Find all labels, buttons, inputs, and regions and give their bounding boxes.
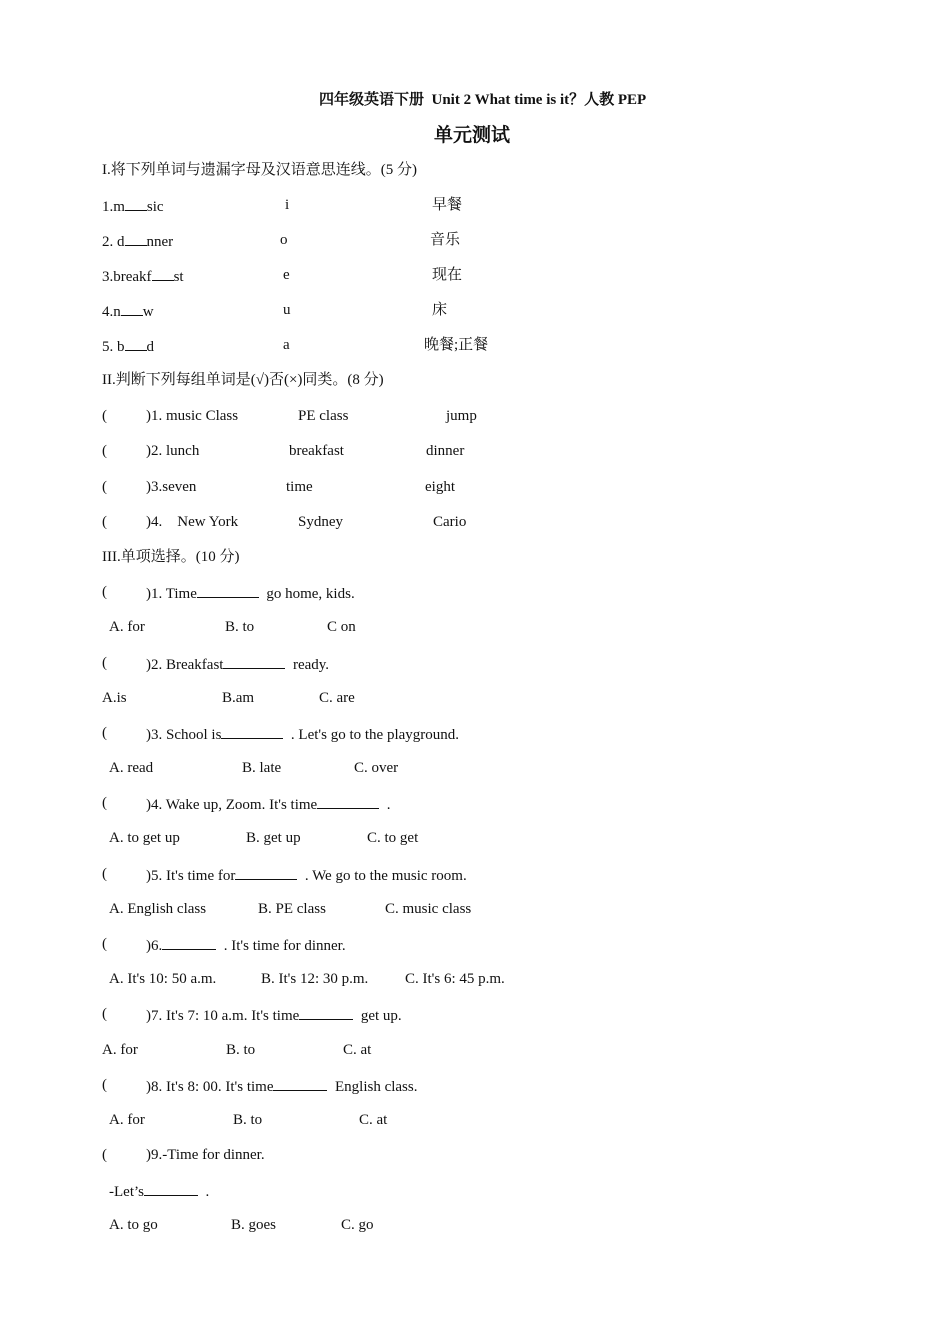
- option-c[interactable]: C. go: [341, 1217, 374, 1233]
- match-word: 5. b d: [102, 336, 154, 356]
- match-meaning: 早餐: [432, 197, 463, 213]
- question-paren[interactable]: (: [102, 1077, 107, 1093]
- question-paren[interactable]: (: [102, 936, 107, 952]
- option-a[interactable]: A. to go: [109, 1217, 158, 1233]
- option-b[interactable]: B. get up: [246, 830, 301, 846]
- judge-paren[interactable]: (: [102, 514, 107, 530]
- match-word: 4.n w: [102, 301, 154, 321]
- option-c[interactable]: C. at: [359, 1112, 388, 1128]
- section-1-heading: I.将下列单词与遗漏字母及汉语意思连线。(5 分): [102, 162, 417, 178]
- option-b[interactable]: B.am: [222, 690, 255, 706]
- question-paren[interactable]: (: [102, 795, 107, 811]
- option-c[interactable]: C. over: [354, 760, 399, 776]
- question-text: )5. It's time for . We go to the music room.: [146, 865, 467, 885]
- option-a[interactable]: A. It's 10: 50 a.m.: [109, 971, 217, 987]
- match-word: 2. d nner: [102, 231, 173, 251]
- section-3-heading: III.单项选择。(10 分): [102, 549, 240, 565]
- option-a[interactable]: A. for: [109, 1112, 145, 1128]
- judge-item: )2. lunch: [146, 443, 200, 459]
- question-paren[interactable]: (: [102, 1006, 107, 1022]
- match-letter: u: [283, 302, 291, 318]
- option-b[interactable]: B. to: [226, 1042, 256, 1058]
- judge-word-3: Cario: [433, 514, 467, 530]
- judge-item: )3.seven: [146, 479, 197, 495]
- judge-word-2: PE class: [298, 408, 349, 424]
- option-b[interactable]: B. to: [233, 1112, 263, 1128]
- match-meaning: 床: [432, 302, 448, 318]
- option-c[interactable]: C. It's 6: 45 p.m.: [405, 971, 505, 987]
- page-title: 四年级英语下册 Unit 2 What time is it？人教 PEP: [319, 92, 647, 108]
- judge-item: )4. New York: [146, 514, 239, 530]
- question-text: )3. School is . Let's go to the playground.: [146, 724, 459, 744]
- question-text-line-2: -Let’s .: [109, 1181, 209, 1201]
- judge-word-2: breakfast: [289, 443, 344, 459]
- match-word: 1.m sic: [102, 196, 164, 216]
- option-b[interactable]: B. It's 12: 30 p.m.: [261, 971, 369, 987]
- match-letter: e: [283, 267, 290, 283]
- question-text: )2. Breakfast ready.: [146, 654, 329, 674]
- option-c[interactable]: C. music class: [385, 901, 472, 917]
- question-text: )9.-Time for dinner.: [146, 1147, 265, 1163]
- option-a[interactable]: A. English class: [109, 901, 207, 917]
- question-paren[interactable]: (: [102, 866, 107, 882]
- option-a[interactable]: A.is: [102, 690, 127, 706]
- question-text: )8. It's 8: 00. It's time English class.: [146, 1076, 417, 1096]
- match-word: 3.breakf st: [102, 266, 184, 286]
- judge-paren[interactable]: (: [102, 443, 107, 459]
- page-subtitle: 单元测试: [434, 124, 511, 146]
- match-letter: i: [285, 197, 290, 213]
- question-text: )1. Time go home, kids.: [146, 583, 355, 603]
- option-c[interactable]: C. at: [343, 1042, 372, 1058]
- match-letter: a: [283, 337, 290, 353]
- judge-paren[interactable]: (: [102, 479, 107, 495]
- match-meaning: 音乐: [430, 232, 461, 248]
- match-meaning: 现在: [432, 267, 463, 283]
- judge-paren[interactable]: (: [102, 408, 107, 424]
- section-2-heading: II.判断下列每组单词是(√)否(×)同类。(8 分): [102, 372, 384, 388]
- option-a[interactable]: A. for: [102, 1042, 138, 1058]
- judge-item: )1. music Class: [146, 408, 239, 424]
- option-c[interactable]: C. to get: [367, 830, 419, 846]
- option-b[interactable]: B. to: [225, 619, 255, 635]
- question-paren[interactable]: (: [102, 725, 107, 741]
- match-letter: o: [280, 232, 288, 248]
- question-text: )6. . It's time for dinner.: [146, 935, 346, 955]
- option-a[interactable]: A. read: [109, 760, 154, 776]
- option-a[interactable]: A. to get up: [109, 830, 180, 846]
- option-c[interactable]: C. are: [319, 690, 355, 706]
- judge-word-3: jump: [446, 408, 477, 424]
- question-paren[interactable]: (: [102, 584, 107, 600]
- option-a[interactable]: A. for: [109, 619, 145, 635]
- question-text: )4. Wake up, Zoom. It's time .: [146, 794, 390, 814]
- question-paren[interactable]: (: [102, 655, 107, 671]
- judge-word-3: eight: [425, 479, 455, 495]
- judge-word-2: Sydney: [298, 514, 343, 530]
- judge-word-2: time: [286, 479, 313, 495]
- option-c[interactable]: C on: [327, 619, 356, 635]
- option-b[interactable]: B. goes: [231, 1217, 276, 1233]
- option-b[interactable]: B. PE class: [258, 901, 326, 917]
- judge-word-3: dinner: [426, 443, 465, 459]
- match-meaning: 晚餐;正餐: [424, 337, 489, 353]
- option-b[interactable]: B. late: [242, 760, 282, 776]
- question-text: )7. It's 7: 10 a.m. It's time get up.: [146, 1005, 402, 1025]
- question-paren[interactable]: (: [102, 1147, 107, 1163]
